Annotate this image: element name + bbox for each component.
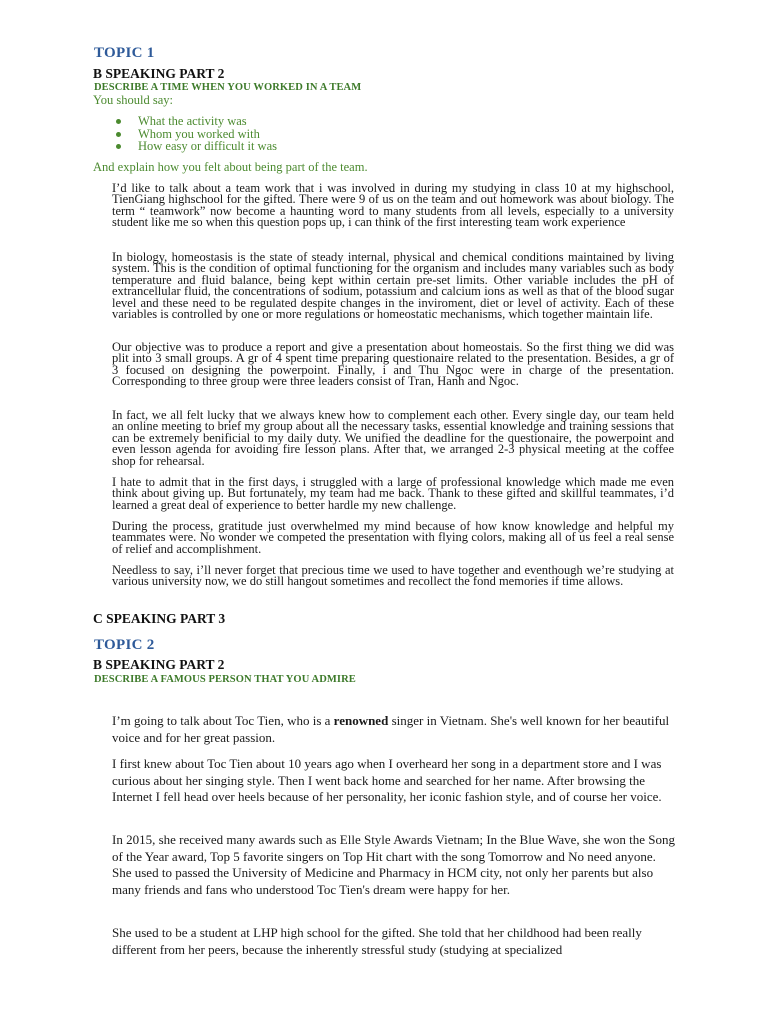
topic-1-paragraph: During the process, gratitude just overwhelmed my mind because of how know knowledge and helpful my teammates were. No wonder we competed the presentation with flying colors, making all of us feel a real sense of relief and accomplishment. [112,519,674,556]
bullet-item [116,140,277,153]
topic-2-paragraph: In 2015, she received many awards such as Elle Style Awards Vietnam; In the Blue Wave, she won the Song of the Year award, Top 5 favorite singers on Top Hit chart with the song Tomorrow and No need anyone. She used to passed the University of Medicine and Pharmacy in HCM city, not only her parents but also many friends and fans who understood Toc Tien's dream were happy for her. [112,832,675,897]
topic-1-paragraph: Needless to say, i’ll never forget that precious time we used to have together and eventhough we’re studying at various university now, we do still hangout sometimes and recollect the fond memories if time allows. [112,563,674,589]
bullet-text: What the activity was [138,114,247,128]
topic-2-paragraph [112,713,676,746]
bold-word: renowned [333,713,389,728]
bullet-icon [116,144,121,149]
text-run: I’m going to talk about Toc Tien, who is a [112,713,334,728]
text-run: singer in Vietnam. She's well known for her beautiful voice and for her great passion. [112,713,670,745]
topic-1-describe-heading: DESCRIBE A TIME WHEN YOU WORKED IN A TEAM [94,82,362,93]
topic-1-paragraph: In biology, homeostasis is the state of steady internal, physical and chemical conditions maintained by living system. This is the condition of optimal functioning for the organism and includes many variables such as body temperature and fluid balance, being kept within certain pre-set limits. Other variable includes the pH of extrancellular fluid, the concentrations of sodium, potassium and calcium ions as well as that of the blood sugar level and these need to be regulated despite changes in the inviroment, diet or level of activity. Each of these variables is controlled by one or more regulations or homeostatic mechanisms, which together maintain life. [112,250,674,322]
bullet-icon [116,119,121,124]
topic-2-heading: TOPIC 2 [94,637,155,653]
topic-2-paragraph: I first knew about Toc Tien about 10 years ago when I overheard her song in a department store and I was curious about her singing style. Then I went back home and searched for her name. After browsing the Internet I fell head over heels because of her personality, her iconic fashion style, and of course her voice. [112,756,662,805]
topic-2-paragraph: She used to be a student at LHP high school for the gifted. She told that her childhood had been really different from her peers, because the inherently stressful study (studying at specialized [112,925,642,957]
topic-1-paragraph: I’d like to talk about a team work that i was involved in during my studying in class 10 at my highschool, TienGiang highschool for the gifted. There were 9 of us on the team and out homework was about biology. The term “ teamwork” now become a haunting word to many students from all levels, especially to a university student like me so when this question pops up, i can think of the first interesting team work experience [112,181,674,230]
should-say-label: You should say: [93,93,173,107]
topic-1-heading: TOPIC 1 [94,45,155,61]
topic-1-part-3-heading: C SPEAKING PART 3 [93,611,226,626]
bullet-text: Whom you worked with [138,126,260,141]
topic-1-paragraph: Our objective was to produce a report and give a presentation about homeostais. So the first thing we did was plit into 3 small groups. A gr of 4 spent time preparing questionaire related to the presentation. Besides, a gr of 3 focused on designing the powerpoint. Finally, i and Thu Ngoc were in charge of the presentation. Corresponding to three group were three leaders consist of Tran, Hanh and Ngoc. [112,340,674,389]
topic-1-part-2-heading: B SPEAKING PART 2 [93,66,225,81]
explain-prompt: And explain how you felt about being part of the team. [93,160,368,174]
bullet-text: How easy or difficult it was [138,139,277,153]
topic-2-describe-heading: DESCRIBE A FAMOUS PERSON THAT YOU ADMIRE [94,674,356,685]
bullet-icon [116,132,121,137]
topic-2-part-2-heading: B SPEAKING PART 2 [93,657,225,672]
topic-1-paragraph: In fact, we all felt lucky that we always knew how to complement each other. Every single day, our team held an online meeting to brief my group about all the necessary tasks, essential knowledge and training sessions that can be extremely benificial to my daily duty. We unified the deadline for the questionaire, the powerpoint and even lesson agenda for avoiding fire lesson plans. After that, we arranged 2-3 physical meeting at the coffee shop for rehearsal. [112,408,674,468]
topic-1-paragraph: I hate to admit that in the first days, i struggled with a large of professional knowledge which made me even think about giving up. But fortunately, my team had me back. Thank to these gifted and skillful teammates, i’d learned a great deal of experience to better hardle my new challenge. [112,475,674,512]
cue-card-bullet-list [116,115,277,153]
